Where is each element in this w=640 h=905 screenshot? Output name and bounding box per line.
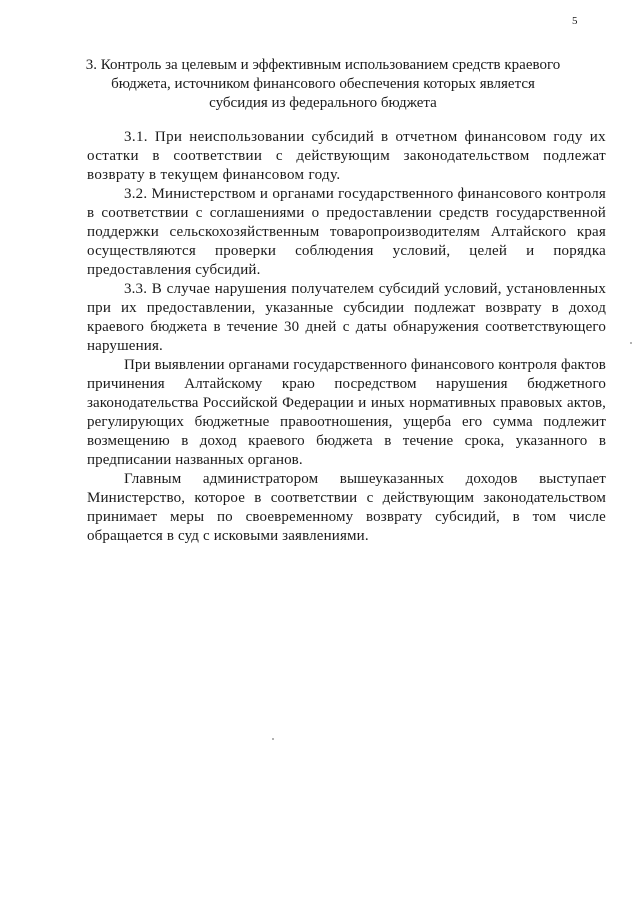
section-title: 3. Контроль за целевым и эффективным использованием средств краевого бюджета, источником финансового обеспечения которых является субсидия из федерального бюджета: [85, 57, 561, 111]
scan-artifact-dot: [272, 738, 274, 740]
paragraph-3-3: 3.3. В случае нарушения получателем субсидий условий, установленных при их предоставлении, указанные субсидии подлежат возврату в доход краевого бюджета в течение 30 дней с даты обнаружения соответствующего нарушения.: [87, 281, 606, 354]
paragraph-3-2: 3.2. Министерством и органами государственного финансового контроля в соответствии с соглашениями о предоставлении средств государственной поддержки сельскохозяйственным товаропроизводителям Алтайского края осуществляются проверки соблюдения условий, целей и порядка предоставления субсидий.: [87, 186, 606, 278]
paragraph-3-1: 3.1. При неиспользовании субсидий в отчетном финансовом году их остатки в соответствии с действующим законодательством подлежат возврату в текущем финансовом году.: [87, 129, 606, 183]
paragraph-chief-administrator: Главным администратором вышеуказанных доходов выступает Министерство, которое в соответствии с действующим законодательством принимает меры по своевременному возврату субсидий, в том числе обращается в суд с исковыми заявлениями.: [87, 471, 606, 544]
scan-artifact-dot: [630, 342, 632, 344]
page-number: 5: [572, 15, 578, 27]
document-body: [87, 128, 606, 546]
paragraph-damage-recovery: При выявлении органами государственного финансового контроля фактов причинения Алтайскому краю посредством нарушения бюджетного законодательства Российской Федерации и иных нормативных правовых актов, регулирующих бюджетные правоотношения, ущерба его сумма подлежит возмещению в доход краевого бюджета в течение срока, указанного в предписании названных органов.: [87, 357, 606, 468]
